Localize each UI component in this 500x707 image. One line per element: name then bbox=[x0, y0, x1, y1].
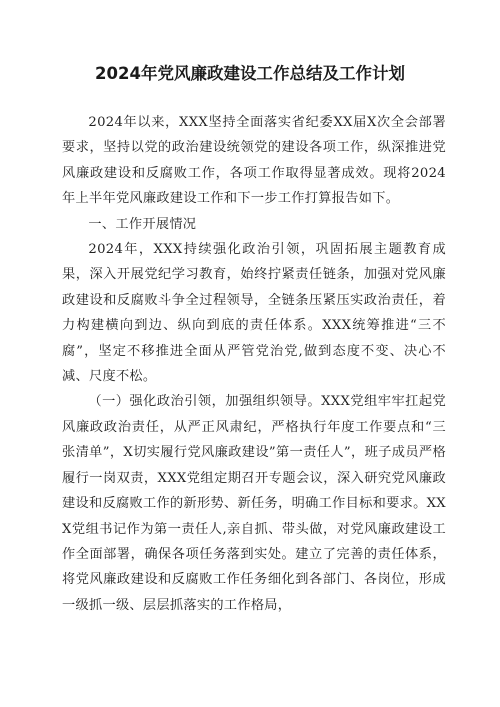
document-title: 2024年党风廉政建设工作总结及工作计划 bbox=[95, 64, 405, 83]
section1-paragraph-2: （一）强化政治引领，加强组织领导。XXX党组牢牢扛起党风廉政政治责任，从严正风肃纪，严格执行年度工作要点和“三张清单”，X切实履行党风廉政建设”第一责任人”，班子成员严格履行一岗双责，XXX党组定期召开专题会议，深入研究党风廉政建设和反腐败工作的新形势、新任务，明确工作目标和要求。XXX党组书记作为第一责任人,亲自抓、带头做，对党风廉政建设工作全面部署，确保各项任务落到实处。建立了完善的责任体系，将党风廉政建设和反腐败工作任务细化到各部门、各岗位，形成一级抓一级、层层抓落实的工作格局， bbox=[62, 394, 446, 613]
document-body bbox=[62, 110, 446, 618]
section1-paragraph-1: 2024年，XXX持续强化政治引领，巩固拓展主题教育成果，深入开展党纪学习教育，始终拧紧责任链条，加强对党风廉政建设和反腐败斗争全过程领导，全链条压紧压实政治责任，着力构建横向到边、纵向到底的责任体系。XXX统筹推进“三不腐”，坚定不移推进全面从严管党治党,做到态度不变、决心不减、尺度不松。 bbox=[62, 242, 446, 385]
intro-paragraph: 2024年以来，XXX坚持全面落实省纪委XX届X次全会部署要求，坚持以党的政治建设统领党的建设各项工作，纵深推进党风廉政建设和反腐败工作，各项工作取得显著成效。现将2024年上半年党风廉政建设工作和下一步工作打算报告如下。 bbox=[62, 115, 446, 207]
section-heading-work-progress: 一、工作开展情况 bbox=[88, 216, 197, 232]
